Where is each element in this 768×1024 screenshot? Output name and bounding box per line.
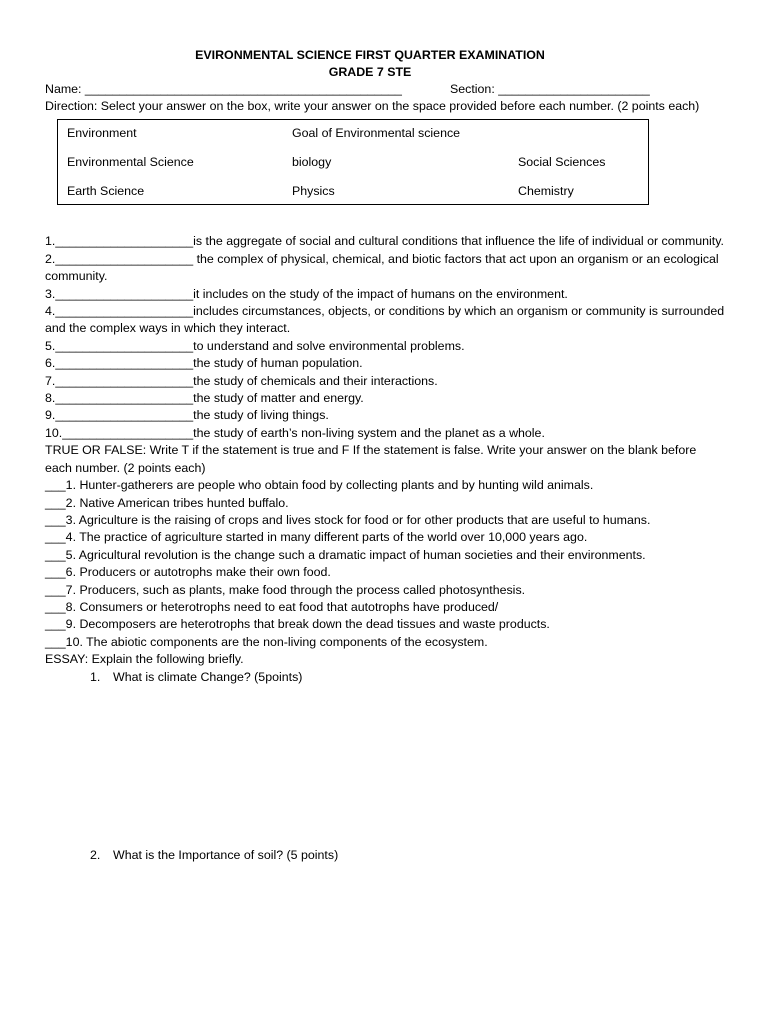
true-false-item: ___2. Native American tribes hunted buffalo. [45, 495, 289, 510]
identification-item: 8.____________________the study of matter and energy. [45, 391, 364, 406]
true-false-item: ___1. Hunter-gatherers are people who obtain food by collecting plants and by hunting wild animals. [45, 478, 594, 493]
identification-item: 6.____________________the study of human population. [45, 356, 363, 371]
essay-question-number: 2. [90, 848, 101, 862]
essay-question [90, 847, 338, 864]
choice-item: biology [292, 155, 332, 170]
true-false-item: ___3. Agriculture is the raising of crops and lives stock for food or for other products that are useful to humans. [45, 512, 651, 527]
exam-title: EVIRONMENTAL SCIENCE FIRST QUARTER EXAMINATION [195, 48, 545, 62]
identification-item: 9.____________________the study of living things. [45, 408, 329, 423]
identification-item: 2.____________________ the complex of physical, chemical, and biotic factors that act upon an organism or an ecological community. [45, 251, 719, 284]
exam-content [45, 47, 725, 686]
identification-item: 7.____________________the study of chemicals and their interactions. [45, 373, 438, 388]
exam-grade: GRADE 7 STE [328, 65, 412, 79]
choice-item: Environment [67, 126, 137, 141]
choice-item: Physics [292, 184, 335, 199]
essay-instruction: ESSAY: Explain the following briefly. [45, 652, 244, 667]
true-false-item: ___9. Decomposers are heterotrophs that break down the dead tissues and waste products. [45, 617, 550, 632]
choices-box [57, 119, 649, 205]
true-false-item: ___7. Producers, such as plants, make food through the process called photosynthesis. [45, 582, 526, 597]
identification-item: 4.____________________includes circumstances, objects, or conditions by which an organism or community is surrounded and the complex ways in which they interact. [45, 304, 725, 336]
choice-item: Social Sciences [518, 155, 606, 170]
true-false-item: ___4. The practice of agriculture started in many different parts of the world over 10,000 years ago. [45, 530, 588, 545]
choice-item: Earth Science [67, 184, 145, 199]
true-false-instruction: TRUE OR FALSE: Write T if the statement is true and F If the statement is false. Write your answer on the blank before each number. (2 points each) [45, 443, 697, 475]
true-false-list [45, 477, 725, 651]
identification-item: 3.____________________it includes on the study of the impact of humans on the environment. [45, 286, 568, 301]
name-field[interactable]: Name: ______________________________________________ [45, 82, 402, 96]
identification-item: 1.____________________is the aggregate of social and cultural conditions that influence the life of individual or community. [45, 234, 724, 249]
identification-list [45, 233, 725, 442]
choice-item: Environmental Science [67, 155, 194, 170]
essay-question-number: 1. [90, 669, 101, 684]
essay-question-text: What is the Importance of soil? (5 points) [113, 848, 339, 862]
choice-item: Goal of Environmental science [292, 126, 461, 141]
true-false-item: ___8. Consumers or heterotrophs need to eat food that autotrophs have produced/ [45, 599, 499, 614]
identification-item: 10.___________________the study of earth’s non-living system and the planet as a whole. [45, 425, 545, 440]
choice-item: Chemistry [518, 184, 574, 199]
direction-text: Direction: Select your answer on the box, write your answer on the space provided before each number. (2 points each) [45, 99, 700, 113]
true-false-item: ___5. Agricultural revolution is the change such a dramatic impact of human societies and their environments. [45, 547, 646, 562]
section-field[interactable]: Section: ______________________ [450, 82, 650, 96]
essay-question-text: What is climate Change? (5points) [113, 669, 303, 684]
name-section-row [45, 81, 725, 98]
true-false-item: ___10. The abiotic components are the non-living components of the ecosystem. [45, 634, 488, 649]
identification-item: 5.____________________to understand and solve environmental problems. [45, 338, 465, 353]
essay-question [45, 669, 725, 686]
true-false-item: ___6. Producers or autotrophs make their own food. [45, 565, 331, 580]
